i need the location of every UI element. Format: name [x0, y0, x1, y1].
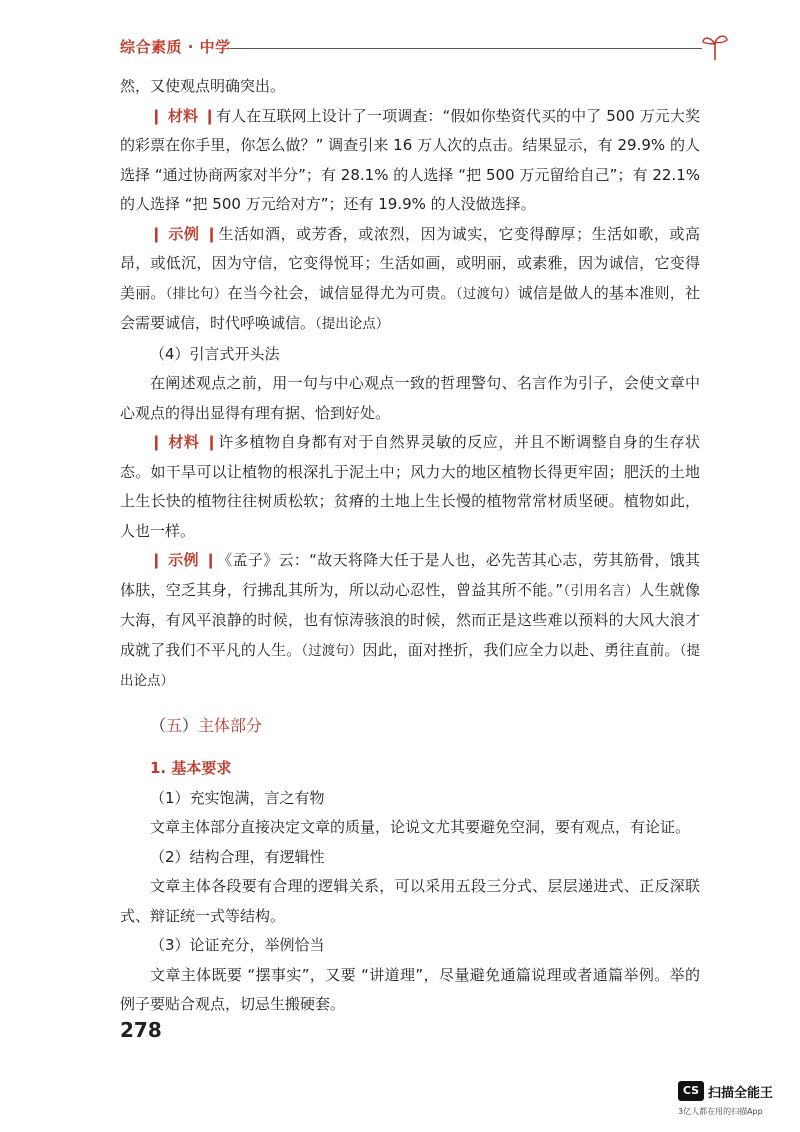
material-tag: ❙ 材料 ❙	[150, 433, 218, 451]
requirement-text-1: 文章主体部分直接决定文章的质量，论说文尤其要避免空洞，要有观点，有论证。	[150, 818, 691, 836]
example-2: ❙ 示例 ❙《孟子》云：“故天将降大任于是人也，必先苦其心志，劳其筋骨，饿其体肤，空乏其身，行拂乱其所为，所以动心忍性，曾益其所不能。”（引用名言）人生就像大海，有风平浪静的时候，也有惊涛骇浪的时候，然而正是这些难以预料的大风大浪才成就了我们不平凡的人生。（过渡句）因此，面对挫折，我们应全力以赴、勇往直前。（提出论点）	[120, 551, 700, 689]
material-tag: ❙ 材料 ❙	[150, 106, 216, 125]
example-1: ❙ 示例 ❙生活如酒，或芳香，或浓烈，因为诚实，它变得醇厚；生活如歌，或高昂，或低沉，因为守信，它变得悦耳；生活如画，或明丽，或素雅，因为诚信，它变得美丽。（排比句）在当今社会，诚信显得尤为可贵。（过渡句）诚信是做人的基本准则，社会需要诚信，时代呼唤诚信。（提出论点）	[120, 224, 700, 332]
annotation: （过渡句）	[301, 642, 363, 659]
page-header	[120, 32, 730, 62]
requirement-heading-3: （3）论证充分，举例恰当	[150, 936, 325, 954]
scanner-watermark	[678, 1081, 788, 1121]
sprout-icon	[700, 32, 730, 62]
method-description: 在阐述观点之前，用一句与中心观点一致的哲理警句、名言作为引子，会使文章中心观点的得出显得有理有据、恰到好处。	[120, 374, 700, 422]
material-2: ❙ 材料 ❙许多植物自身都有对于自然界灵敏的反应，并且不断调整自身的生存状态。如干旱可以让植物的根深扎于泥土中；风力大的地区植物长得更牢固；肥沃的土地上生长快的植物往往树质松软；贫瘠的土地上生长慢的植物常常材质坚硬。植物如此，人也一样。	[120, 433, 700, 540]
annotation: （过渡句）	[455, 285, 518, 302]
annotation: （提出论点）	[315, 316, 390, 332]
example-tag: ❙ 示例 ❙	[150, 551, 217, 569]
material-1: ❙ 材料 ❙有人在互联网上设计了一项调查：“假如你垫资代买的中了 500 万元大奖的彩票在你手里，你怎么做？” 调查引来 16 万人次的点击。结果显示，有 29.9% 的人选择 “通过协商两家对半分”；有 28.1% 的人选择 “把 500 万元留给自己”；有 22.1% 的人选择 “把 500 万元给对方”；还有 19.9% 的人没做选择。	[120, 106, 700, 213]
annotation: （提出论点）	[120, 642, 700, 689]
requirement-heading-2: （2）结构合理，有逻辑性	[150, 847, 325, 866]
subsection-heading: 1. 基本要求	[150, 759, 232, 777]
page-content	[120, 72, 700, 1020]
method-heading: （4）引言式开头法	[150, 344, 280, 363]
page-number: 278	[120, 1018, 162, 1042]
header-title: 综合素质 · 中学	[120, 38, 231, 56]
requirement-text-3: 文章主体既要 “摆事实”，又要 “讲道理”，尽量避免通篇说理或者通篇举例。举的例子要贴合观点，切忌生搬硬套。	[120, 965, 700, 1013]
example-tag: ❙ 示例 ❙	[150, 224, 218, 243]
annotation: （引用名言）	[563, 582, 640, 599]
section-heading: （五）主体部分	[150, 715, 263, 735]
requirement-text-2: 文章主体各段要有合理的逻辑关系，可以采用五段三分式、层层递进式、正反深联式、辩证统一式等结构。	[120, 877, 700, 925]
requirement-heading-1: （1）充实饱满，言之有物	[150, 788, 325, 807]
scanner-logo-icon: CS	[678, 1081, 704, 1101]
scanner-tagline: 3亿人都在用的扫描App	[678, 1107, 763, 1116]
paragraph-continued: 然，又使观点明确突出。	[120, 77, 286, 95]
header-rule	[230, 48, 702, 49]
annotation: （排比句）	[165, 285, 228, 302]
scanner-app-name: 扫描全能王	[708, 1086, 774, 1101]
